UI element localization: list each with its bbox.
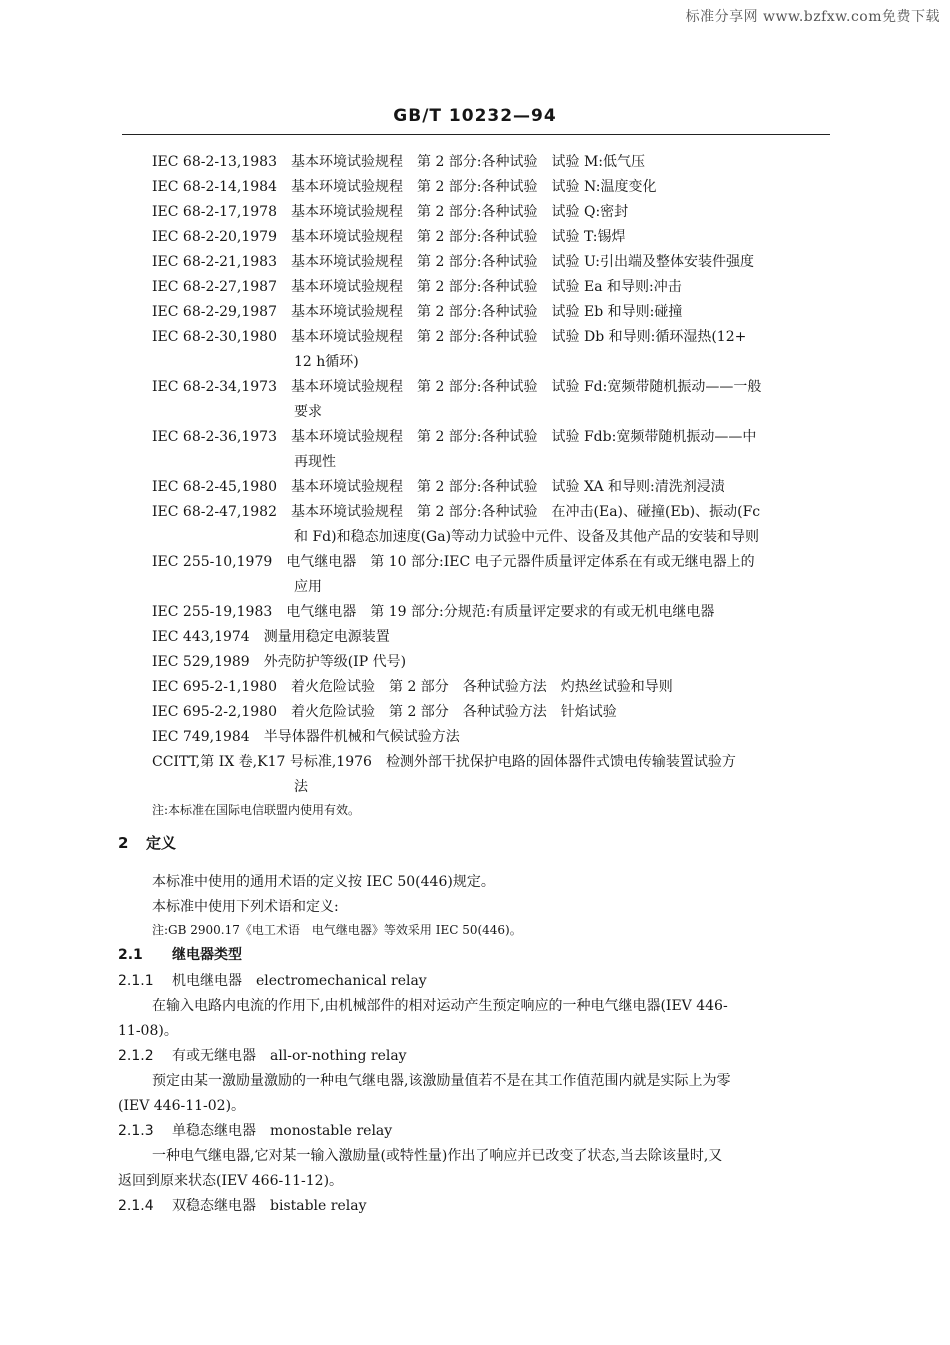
reference-title: 基本环境试验规程 第 2 部分:各种试验 试验 T:锡焊	[291, 229, 626, 245]
definition-line: (IEV 446-11-02)。	[118, 1098, 246, 1114]
reference-title: 基本环境试验规程 第 2 部分:各种试验 试验 Q:密封	[291, 204, 629, 220]
watermark-text: 标准分享网 www.bzfxw.com免费下载	[685, 9, 940, 25]
standard-header: GB/T 10232—94	[393, 106, 557, 126]
reference-code: CCITT,第 IX 卷,K17 号标准,1976	[152, 754, 372, 770]
reference-code: IEC 695-2-1,1980	[152, 679, 277, 695]
term-heading	[118, 1044, 407, 1069]
reference-item	[152, 300, 832, 325]
reference-code: IEC 443,1974	[152, 629, 250, 645]
reference-title: 基本环境试验规程 第 2 部分:各种试验 在冲击(Ea)、碰撞(Eb)、振动(Fc	[291, 504, 761, 520]
reference-title-continuation: 法	[294, 779, 308, 795]
reference-code: IEC 68-2-27,1987	[152, 279, 277, 295]
reference-note: 注:本标准在国际电信联盟内使用有效。	[152, 803, 361, 817]
reference-title-continuation: 和 Fd)和稳态加速度(Ga)等动力试验中元件、设备及其他产品的安装和导则	[294, 529, 760, 545]
term-heading	[118, 969, 427, 994]
reference-code: IEC 695-2-2,1980	[152, 704, 277, 720]
term-number: 2.1.1	[118, 973, 154, 989]
reference-code: IEC 68-2-21,1983	[152, 254, 277, 270]
paragraph-general-terms: 本标准中使用的通用术语的定义按 IEC 50(446)规定。	[152, 874, 495, 890]
definition-line: 一种电气继电器,它对某一输入激励量(或特性量)作出了响应并已改变了状态,当去除该量时,又	[152, 1148, 723, 1164]
reference-code: IEC 68-2-47,1982	[152, 504, 277, 520]
reference-item	[152, 175, 832, 200]
reference-code: IEC 68-2-34,1973	[152, 379, 277, 395]
definition-line: 在输入电路内电流的作用下,由机械部件的相对运动产生预定响应的一种电气继电器(IEV 446-	[152, 998, 728, 1014]
term-definition	[118, 994, 830, 1044]
section-2-heading	[118, 832, 176, 853]
term-definition	[118, 1144, 830, 1194]
term-english: monostable relay	[270, 1123, 393, 1139]
reference-item	[152, 625, 832, 650]
section-number: 2	[118, 834, 129, 852]
term-english: electromechanical relay	[256, 973, 427, 989]
reference-title: 电气继电器 第 10 部分:IEC 电子元器件质量评定体系在有或无继电器上的	[286, 554, 755, 570]
term-number: 2.1.2	[118, 1048, 154, 1064]
definition-note: 注:GB 2900.17《电工术语 电气继电器》等效采用 IEC 50(446)。	[152, 923, 522, 937]
reference-item	[152, 225, 832, 250]
reference-item	[152, 650, 832, 675]
reference-code: IEC 68-2-30,1980	[152, 329, 277, 345]
reference-code: IEC 68-2-14,1984	[152, 179, 277, 195]
subsection-title: 继电器类型	[172, 947, 242, 963]
paragraph-following-terms: 本标准中使用下列术语和定义:	[152, 899, 339, 915]
reference-item	[152, 750, 832, 800]
reference-code: IEC 68-2-17,1978	[152, 204, 277, 220]
reference-title: 外壳防护等级(IP 代号)	[263, 654, 407, 670]
term-chinese: 双稳态继电器	[172, 1198, 256, 1214]
reference-title-continuation: 再现性	[294, 454, 336, 470]
term-definition	[118, 1069, 830, 1119]
term-number: 2.1.4	[118, 1198, 154, 1214]
reference-title: 基本环境试验规程 第 2 部分:各种试验 试验 M:低气压	[291, 154, 646, 170]
reference-code: IEC 255-10,1979	[152, 554, 273, 570]
reference-title-continuation: 12 h循环)	[294, 354, 359, 370]
reference-title: 着火危险试验 第 2 部分 各种试验方法 针焰试验	[291, 704, 617, 720]
term-chinese: 有或无继电器	[172, 1048, 256, 1064]
reference-title: 测量用稳定电源装置	[263, 629, 390, 645]
reference-code: IEC 529,1989	[152, 654, 250, 670]
definition-line: 预定由某一激励量激励的一种电气继电器,该激励量值若不是在其工作值范围内就是实际上为零	[152, 1073, 731, 1089]
reference-title: 基本环境试验规程 第 2 部分:各种试验 试验 U:引出端及整体安装件强度	[291, 254, 754, 270]
term-chinese: 单稳态继电器	[172, 1123, 256, 1139]
reference-item	[152, 425, 832, 475]
reference-title-continuation: 要求	[294, 404, 322, 420]
reference-item	[152, 325, 832, 375]
reference-title: 基本环境试验规程 第 2 部分:各种试验 试验 Ea 和导则:冲击	[291, 279, 682, 295]
reference-title: 基本环境试验规程 第 2 部分:各种试验 试验 Fdb:宽频带随机振动——中	[291, 429, 757, 445]
reference-title: 基本环境试验规程 第 2 部分:各种试验 试验 Eb 和导则:碰撞	[291, 304, 683, 320]
reference-code: IEC 749,1984	[152, 729, 250, 745]
reference-code: IEC 68-2-29,1987	[152, 304, 277, 320]
reference-list	[152, 150, 832, 800]
reference-item	[152, 700, 832, 725]
subsection-2-1-heading	[118, 943, 242, 968]
subsection-number: 2.1	[118, 947, 143, 963]
term-heading	[118, 1119, 392, 1144]
reference-title: 检测外部干扰保护电路的固体器件式馈电传输装置试验方	[385, 754, 736, 770]
reference-title-continuation: 应用	[294, 579, 322, 595]
reference-title: 着火危险试验 第 2 部分 各种试验方法 灼热丝试验和导则	[291, 679, 673, 695]
reference-title: 基本环境试验规程 第 2 部分:各种试验 试验 Db 和导则:循环湿热(12+	[291, 329, 747, 345]
reference-code: IEC 68-2-36,1973	[152, 429, 277, 445]
reference-item	[152, 250, 832, 275]
reference-code: IEC 68-2-13,1983	[152, 154, 277, 170]
reference-item	[152, 375, 832, 425]
reference-item	[152, 500, 832, 550]
reference-item	[152, 600, 832, 625]
term-heading	[118, 1194, 366, 1219]
reference-title: 电气继电器 第 19 部分:分规范:有质量评定要求的有或无机电继电器	[286, 604, 715, 620]
reference-item	[152, 150, 832, 175]
reference-item	[152, 475, 832, 500]
header-rule	[122, 134, 830, 135]
reference-item	[152, 675, 832, 700]
term-english: bistable relay	[270, 1198, 367, 1214]
reference-code: IEC 68-2-20,1979	[152, 229, 277, 245]
term-chinese: 机电继电器	[172, 973, 242, 989]
definition-line: 11-08)。	[118, 1023, 178, 1039]
reference-item	[152, 275, 832, 300]
reference-item	[152, 725, 832, 750]
reference-title: 基本环境试验规程 第 2 部分:各种试验 试验 Fd:宽频带随机振动——一般	[291, 379, 762, 395]
reference-code: IEC 68-2-45,1980	[152, 479, 277, 495]
reference-title: 基本环境试验规程 第 2 部分:各种试验 试验 N:温度变化	[291, 179, 657, 195]
reference-title: 半导体器件机械和气候试验方法	[263, 729, 460, 745]
term-number: 2.1.3	[118, 1123, 154, 1139]
reference-item	[152, 550, 832, 600]
reference-title: 基本环境试验规程 第 2 部分:各种试验 试验 XA 和导则:清洗剂浸渍	[291, 479, 725, 495]
definition-line: 返回到原来状态(IEV 466-11-12)。	[118, 1173, 344, 1189]
term-english: all-or-nothing relay	[270, 1048, 407, 1064]
reference-item	[152, 200, 832, 225]
reference-code: IEC 255-19,1983	[152, 604, 273, 620]
section-title: 定义	[146, 834, 177, 852]
